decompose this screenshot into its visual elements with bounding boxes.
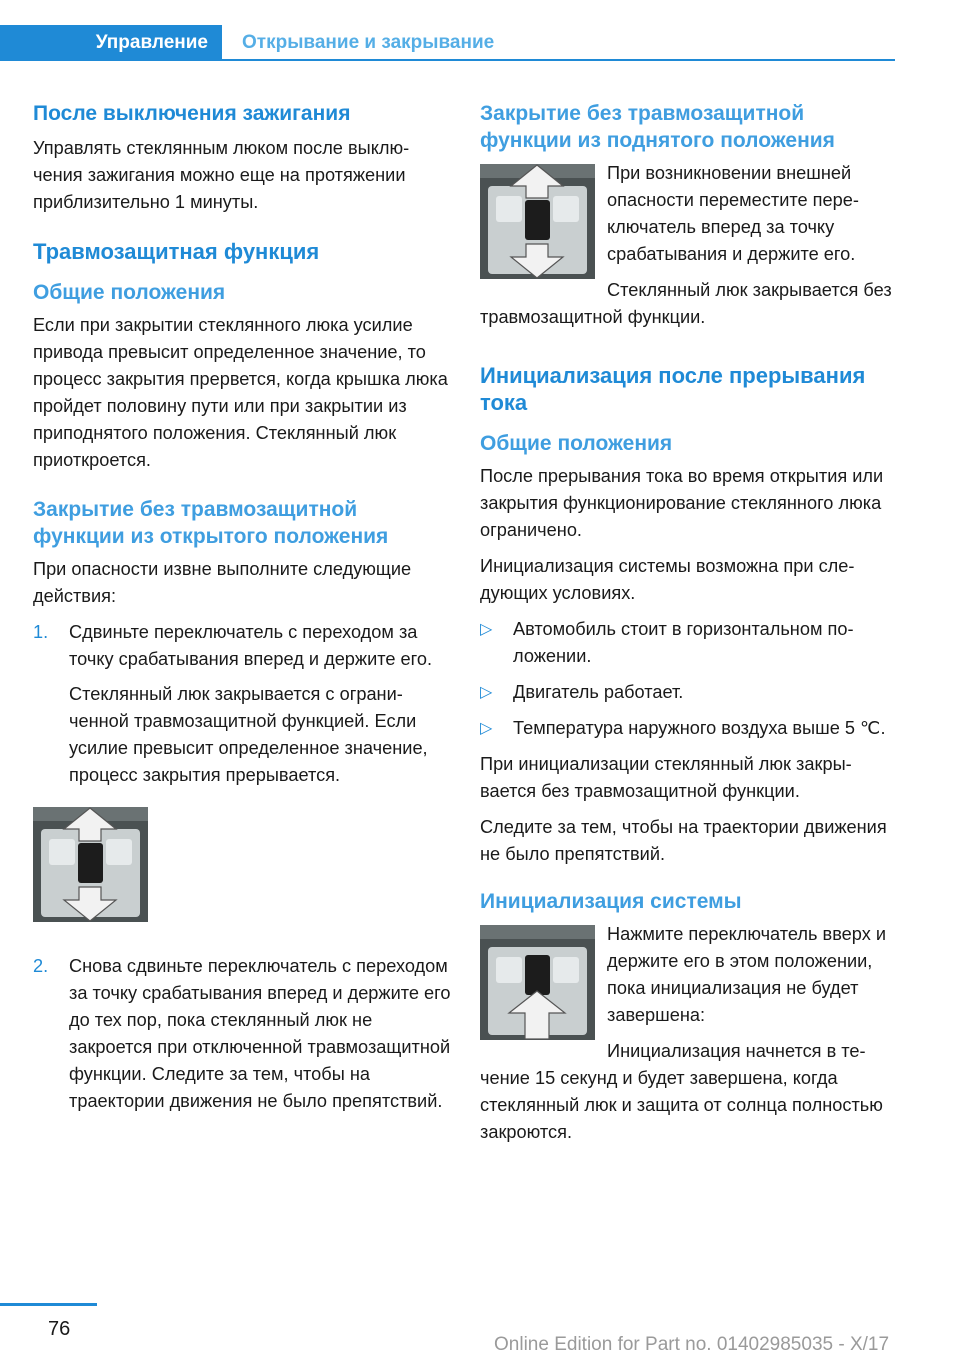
step-note: Стеклянный люк закрывается с ограниченной травмозащитной функцией. Если усилие превысит определенное значение, процесс закрытия прерывается. bbox=[69, 684, 428, 785]
heading-after-ignition-off: После выключения зажигания bbox=[33, 102, 351, 125]
switch-figure-left bbox=[33, 807, 451, 927]
paragraph-init-close: При инициализации стеклянный люк закрывается без травмозащитной функции. bbox=[480, 754, 852, 801]
page-number: 76 bbox=[48, 1318, 71, 1340]
edition-footer: Online Edition for Part no. 01402985035 - X/17 bbox=[494, 1334, 890, 1355]
step-number: 2. bbox=[33, 956, 49, 976]
section-tab-subsection: Открывание и закрывание bbox=[242, 32, 495, 53]
paragraph-no-obstacles: Следите за тем, чтобы на траектории движения не было препятствий. bbox=[480, 817, 887, 864]
heading-init-after-power-loss: Инициализация после прерывания тока bbox=[480, 363, 866, 415]
list-item bbox=[480, 679, 898, 706]
heading-pinch-protection: Травмозащитная функция bbox=[33, 239, 320, 264]
step-number: 1. bbox=[33, 622, 49, 642]
list-item-text: Двигатель работает. bbox=[513, 682, 684, 702]
paragraph-raised-close-result: Стеклянный люк закрывается без травмозащитной функции. bbox=[480, 280, 892, 327]
footer-divider bbox=[0, 1303, 97, 1306]
switch-up-down-figure-icon bbox=[33, 807, 148, 922]
page-header bbox=[0, 0, 960, 64]
list-item-text: Температура наружного воздуха выше 5 ℃. bbox=[513, 718, 886, 738]
right-column bbox=[480, 100, 898, 1155]
paragraph-general-left: Если при закрытии стеклянного люка усилие привода превысит определенное значение, то процесс закрытия прервется, когда крышка люка пройдет половину пути или при закрытии из приподнятого положения. Стеклянный люк приоткроется. bbox=[33, 315, 448, 470]
paragraph-after-ignition-off: Управлять стеклянным люком после выключения зажигания можно еще на протяжении приблизительно 1 минуты. bbox=[33, 138, 410, 212]
header-divider bbox=[222, 59, 895, 61]
switch-up-down-figure-icon bbox=[480, 164, 595, 279]
step-text: Снова сдвиньте переключатель с переходом за точку срабатывания вперед и держите его до тех пор, пока стеклянный люк не закроется при отключенной травмозащитной функции. Следите за тем, чтобы на траектории движения не было препятствий. bbox=[69, 956, 451, 1111]
paragraph-danger-steps-intro: При опасности извне выполните следующие действия: bbox=[33, 559, 412, 606]
paragraph-init-duration: Инициализация начнется в течение 15 секунд и будет завершена, когда стеклянный люк и защита от солнца полностью закроются. bbox=[480, 1041, 883, 1142]
switch-push-up-figure-icon bbox=[480, 925, 595, 1040]
list-item-text: Автомобиль стоит в горизонтальном положении. bbox=[513, 619, 854, 666]
raised-close-block bbox=[480, 160, 898, 340]
paragraph-init-conditions: Инициализация системы возможна при следующих условиях. bbox=[480, 556, 855, 603]
list-item bbox=[480, 616, 898, 670]
step-2 bbox=[33, 953, 451, 1115]
heading-close-without-protection-raised: Закрытие без травмозащитной функции из поднятого положения bbox=[480, 102, 835, 152]
paragraph-push-switch-up: Нажмите переключатель вверх и держите его в этом положении, пока инициализация не будет завершена: bbox=[607, 924, 887, 1025]
paragraph-power-loss: После прерывания тока во время открытия или закрытия функционирование стеклянного люка ограничено. bbox=[480, 466, 884, 540]
step-text: Сдвиньте переключатель с переходом за точку срабатывания вперед и держите его. bbox=[69, 622, 433, 669]
heading-general-right: Общие положения bbox=[480, 432, 673, 455]
section-tab-active: Управление bbox=[0, 25, 222, 61]
left-column bbox=[33, 100, 451, 1123]
triangle-bullet-icon: ▷ bbox=[480, 621, 493, 638]
list-item bbox=[480, 715, 898, 742]
heading-close-without-protection-open: Закрытие без травмозащитной функции из открытого положения bbox=[33, 498, 389, 548]
system-init-block bbox=[480, 921, 898, 1155]
triangle-bullet-icon: ▷ bbox=[480, 720, 493, 737]
triangle-bullet-icon: ▷ bbox=[480, 684, 493, 701]
heading-system-init: Инициализация системы bbox=[480, 890, 742, 913]
paragraph-raised-close: При возникновении внешней опасности переместите переключатель вперед за точку срабатывания и держите его. bbox=[607, 163, 859, 264]
heading-general-left: Общие положения bbox=[33, 281, 226, 304]
step-1 bbox=[33, 619, 451, 789]
